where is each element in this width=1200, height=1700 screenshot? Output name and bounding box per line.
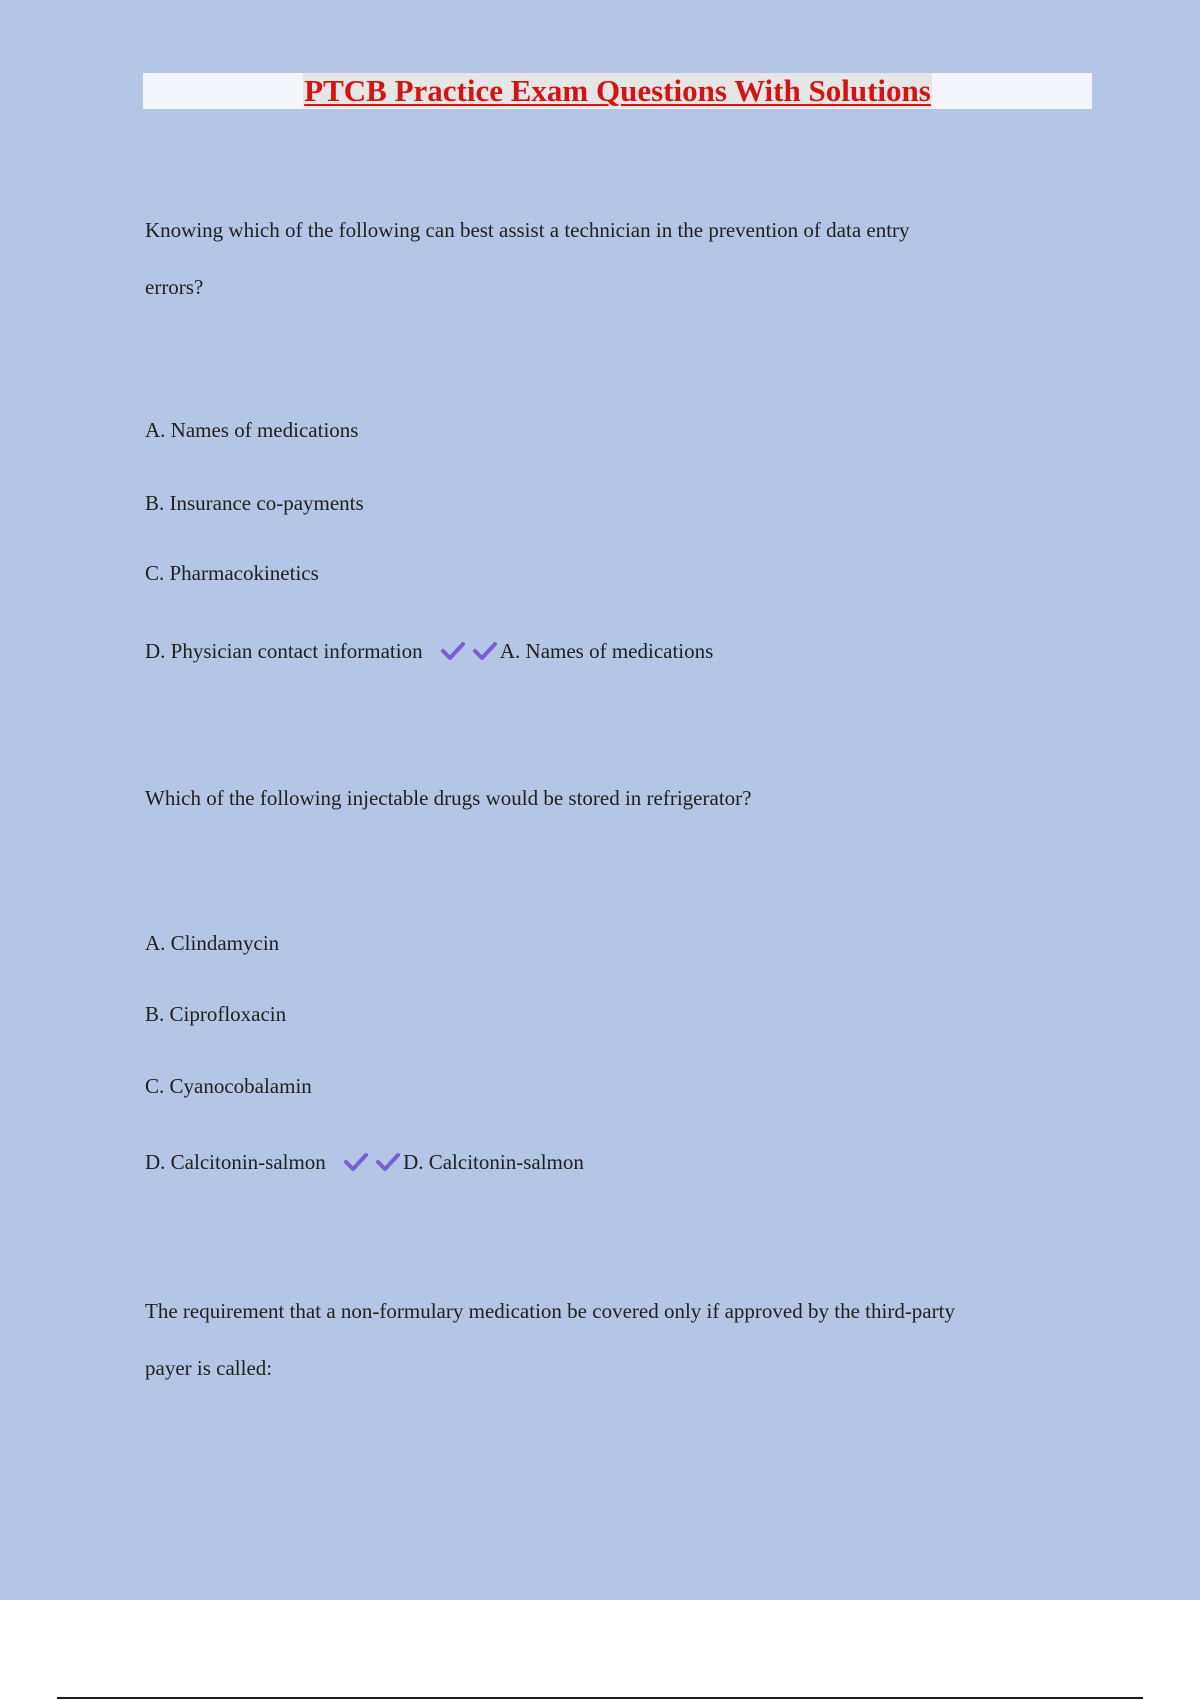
question-1-stem-line-2: errors? (145, 275, 204, 299)
question-2-stem-line-1: Which of the following injectable drugs would be stored in refrigerator? (145, 786, 752, 810)
question-3-stem-line-2: payer is called: (145, 1356, 273, 1380)
question-1-option-d-with-answer (145, 637, 713, 665)
check-icon (472, 640, 498, 662)
question-2-option-a: A. Clindamycin (145, 931, 280, 955)
question-1-option-b: B. Insurance co-payments (145, 491, 364, 515)
check-icon (440, 640, 466, 662)
footer-divider (57, 1697, 1143, 1699)
question-3-stem-line-1: The requirement that a non-formulary medication be covered only if approved by the third-party (145, 1299, 955, 1323)
question-2-option-b: B. Ciprofloxacin (145, 1002, 287, 1026)
check-icon (375, 1151, 401, 1173)
question-1-option-a: A. Names of medications (145, 418, 359, 442)
question-2-option-c: C. Cyanocobalamin (145, 1074, 312, 1098)
question-1-option-c: C. Pharmacokinetics (145, 561, 319, 585)
question-1-answer: A. Names of medications (499, 639, 714, 663)
question-1-option-d: D. Physician contact information (145, 639, 423, 663)
question-2-option-d: D. Calcitonin-salmon (145, 1150, 326, 1174)
title-banner (143, 73, 1092, 109)
question-2-option-d-with-answer (145, 1148, 584, 1176)
question-1-stem-line-1: Knowing which of the following can best assist a technician in the prevention of data entry (145, 218, 910, 242)
question-2-answer: D. Calcitonin-salmon (403, 1150, 584, 1174)
check-icon (343, 1151, 369, 1173)
page-title: PTCB Practice Exam Questions With Solutions (304, 73, 931, 108)
